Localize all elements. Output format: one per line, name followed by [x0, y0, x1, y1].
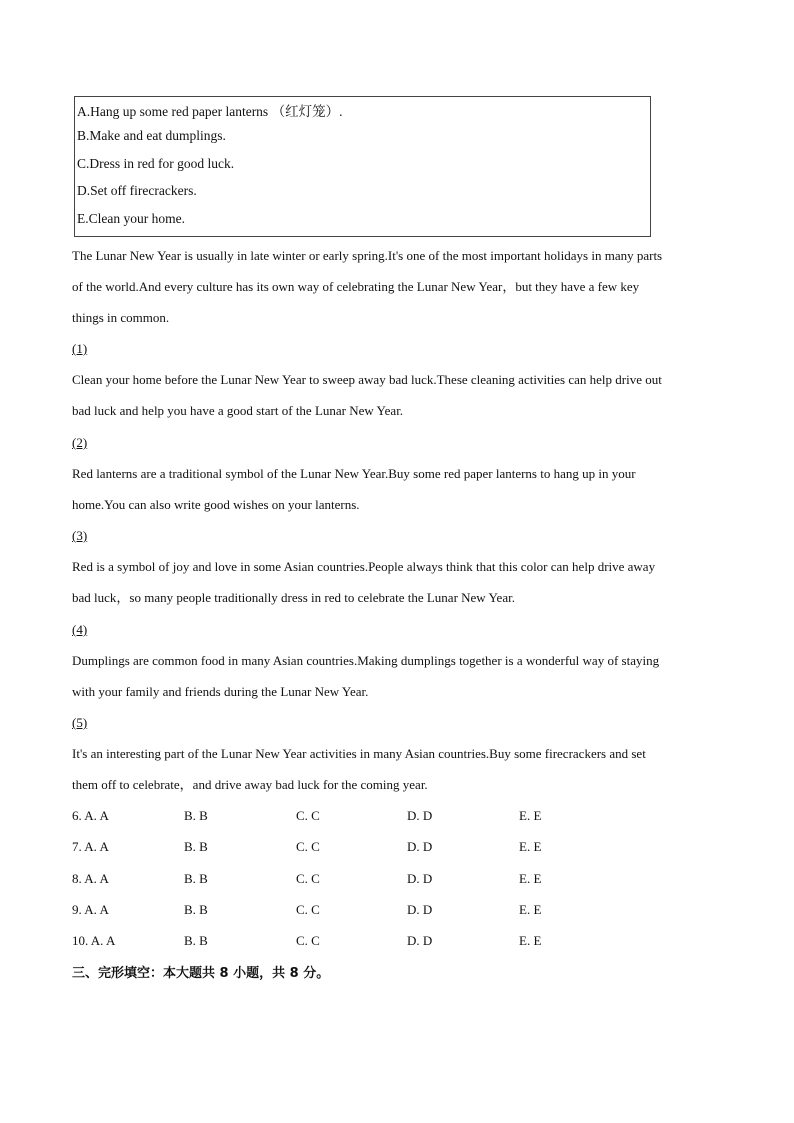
answer-choice-e[interactable]: E. E — [519, 808, 542, 823]
answer-choice-a[interactable]: 8. A. A — [72, 871, 109, 886]
paragraph-line: with your family and friends during the Lunar New Year. — [72, 684, 369, 699]
answer-choice-b[interactable]: B. B — [184, 808, 208, 823]
answer-choice-d[interactable]: D. D — [407, 871, 433, 886]
blank-number-1: (1) — [72, 341, 88, 356]
paragraph-line: home.You can also write good wishes on your lanterns. — [72, 497, 360, 512]
option-a: A.Hang up some red paper lanterns （红灯笼）. — [77, 104, 343, 119]
paragraph-line: them off to celebrate，and drive away bad luck for the coming year. — [72, 777, 428, 792]
answer-choice-a[interactable]: 7. A. A — [72, 839, 109, 854]
answer-choice-c[interactable]: C. C — [296, 933, 320, 948]
blank-paragraph-3 — [72, 551, 722, 613]
blank-paragraph-5 — [72, 738, 722, 800]
answer-choice-b[interactable]: B. B — [184, 871, 208, 886]
paragraph-line: Dumplings are common food in many Asian countries.Making dumplings together is a wonderful way of staying — [72, 653, 660, 668]
paragraph-line: It's an interesting part of the Lunar New Year activities in many Asian countries.Buy some firecrackers and set — [72, 746, 646, 761]
answer-row-9 — [72, 902, 632, 922]
answer-choice-e[interactable]: E. E — [519, 839, 542, 854]
answer-row-8 — [72, 871, 632, 891]
answer-choice-b[interactable]: B. B — [184, 839, 208, 854]
intro-paragraph — [72, 240, 722, 333]
answer-row-7 — [72, 839, 632, 859]
blank-paragraph-2 — [72, 458, 722, 520]
blank-number-5: (5) — [72, 715, 88, 730]
blank-number-4: (4) — [72, 622, 88, 637]
paragraph-line: Red lanterns are a traditional symbol of the Lunar New Year.Buy some red paper lanterns to hang up in your — [72, 466, 636, 481]
paragraph-line: bad luck，so many people traditionally dress in red to celebrate the Lunar New Year. — [72, 590, 515, 605]
paragraph-line: Clean your home before the Lunar New Year to sweep away bad luck.These cleaning activities can help drive out — [72, 372, 662, 387]
answer-choice-a[interactable]: 9. A. A — [72, 902, 109, 917]
answer-choice-c[interactable]: C. C — [296, 902, 320, 917]
option-c: C.Dress in red for good luck. — [77, 156, 235, 171]
answer-choice-d[interactable]: D. D — [407, 839, 433, 854]
answer-choice-d[interactable]: D. D — [407, 902, 433, 917]
blank-number-3: (3) — [72, 528, 88, 543]
answer-choice-e[interactable]: E. E — [519, 902, 542, 917]
blank-paragraph-1 — [72, 364, 722, 426]
intro-line: The Lunar New Year is usually in late winter or early spring.It's one of the most important holidays in many parts — [72, 248, 663, 263]
answer-choice-a[interactable]: 6. A. A — [72, 808, 109, 823]
intro-line: things in common. — [72, 310, 170, 325]
answer-choice-c[interactable]: C. C — [296, 808, 320, 823]
answer-row-10 — [72, 933, 632, 953]
paragraph-line: bad luck and help you have a good start of the Lunar New Year. — [72, 403, 404, 418]
answer-choice-b[interactable]: B. B — [184, 933, 208, 948]
answer-choice-e[interactable]: E. E — [519, 933, 542, 948]
answer-choice-e[interactable]: E. E — [519, 871, 542, 886]
answer-choice-c[interactable]: C. C — [296, 871, 320, 886]
answer-choice-a[interactable]: 10. A. A — [72, 933, 116, 948]
answer-choice-b[interactable]: B. B — [184, 902, 208, 917]
option-b: B.Make and eat dumplings. — [77, 128, 226, 143]
section-heading: 三、完形填空：本大题共 8 小题，共 8 分。 — [72, 966, 330, 981]
option-e: E.Clean your home. — [77, 211, 185, 226]
intro-line: of the world.And every culture has its own way of celebrating the Lunar New Year，but they have a few key — [72, 279, 640, 294]
answer-choice-c[interactable]: C. C — [296, 839, 320, 854]
answer-choice-d[interactable]: D. D — [407, 933, 433, 948]
blank-number-2: (2) — [72, 435, 88, 450]
answer-row-6 — [72, 808, 632, 828]
blank-paragraph-4 — [72, 645, 722, 707]
answer-choice-d[interactable]: D. D — [407, 808, 433, 823]
paragraph-line: Red is a symbol of joy and love in some Asian countries.People always think that this color can help drive away — [72, 559, 656, 574]
option-d: D.Set off firecrackers. — [77, 183, 197, 198]
options-box — [74, 96, 651, 237]
